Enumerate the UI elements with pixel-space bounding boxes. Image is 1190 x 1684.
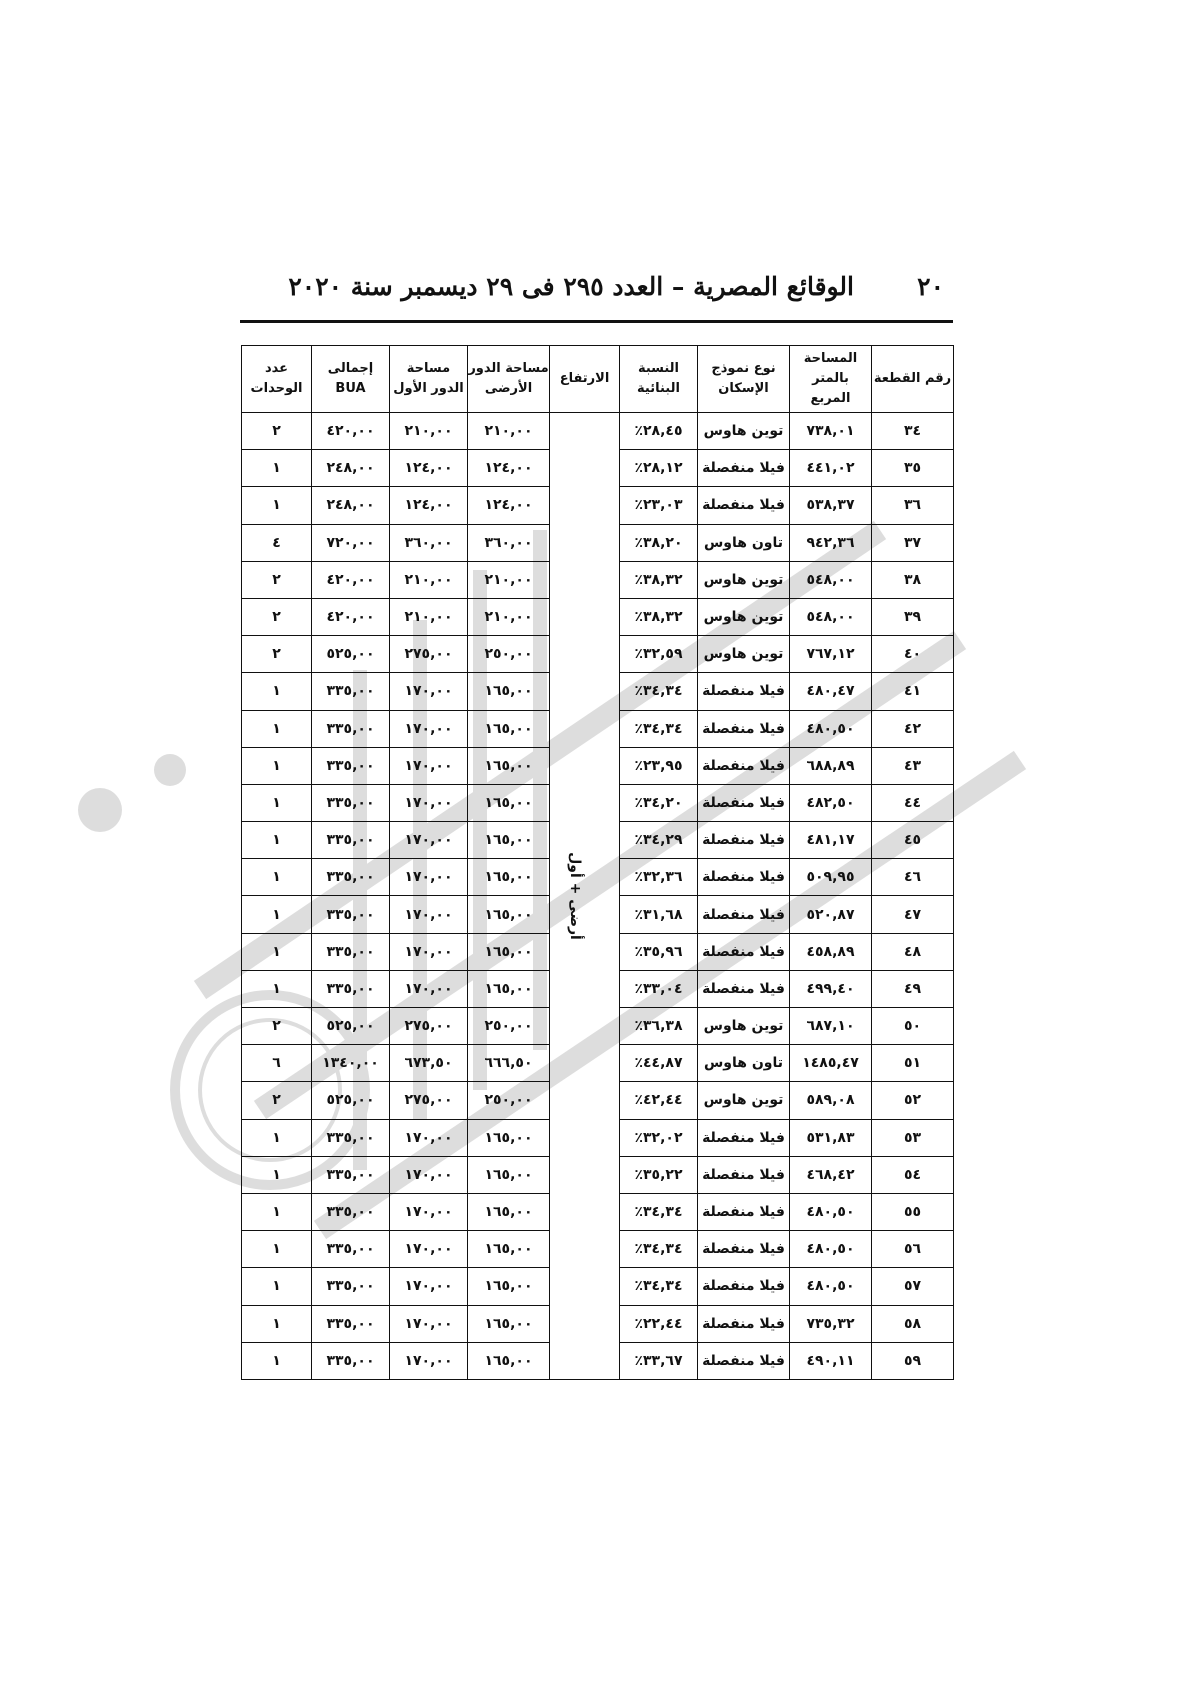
plot-number-cell: ٥٣ — [872, 1119, 954, 1156]
column-header-first-floor-area: مساحة الدور الأول — [390, 346, 468, 413]
first-floor-area-cell: ١٧٠,٠٠ — [390, 747, 468, 784]
total-bua-cell: ٣٣٥,٠٠ — [312, 747, 390, 784]
area-cell: ٥٣٨,٣٧ — [790, 487, 872, 524]
first-floor-area-cell: ١٧٠,٠٠ — [390, 970, 468, 1007]
area-cell: ٤٨٠,٥٠ — [790, 1193, 872, 1230]
first-floor-area-cell: ١٧٠,٠٠ — [390, 1268, 468, 1305]
area-cell: ٤٩٠,١١ — [790, 1342, 872, 1379]
total-bua-cell: ٣٣٥,٠٠ — [312, 896, 390, 933]
plot-number-cell: ٥٤ — [872, 1156, 954, 1193]
area-cell: ٤٨٢,٥٠ — [790, 784, 872, 821]
plot-number-cell: ٣٥ — [872, 450, 954, 487]
ground-floor-area-cell: ٢٥٠,٠٠ — [468, 1082, 550, 1119]
area-cell: ٦٨٧,١٠ — [790, 1008, 872, 1045]
first-floor-area-cell: ١٧٠,٠٠ — [390, 1305, 468, 1342]
ground-floor-area-cell: ٢١٠,٠٠ — [468, 413, 550, 450]
unit-count-cell: ١ — [242, 1119, 312, 1156]
first-floor-area-cell: ٢٧٥,٠٠ — [390, 1082, 468, 1119]
ground-floor-area-cell: ٢١٠,٠٠ — [468, 598, 550, 635]
area-cell: ٤٨٠,٥٠ — [790, 1231, 872, 1268]
total-bua-cell: ٢٤٨,٠٠ — [312, 487, 390, 524]
building-ratio-cell: ٢٨,٤٥٪ — [620, 413, 698, 450]
ground-floor-area-cell: ١٢٤,٠٠ — [468, 450, 550, 487]
housing-type-cell: توين هاوس — [698, 413, 790, 450]
total-bua-cell: ٣٣٥,٠٠ — [312, 822, 390, 859]
ground-floor-area-cell: ١٦٥,٠٠ — [468, 933, 550, 970]
column-header-area: المساحة بالمتر المربع — [790, 346, 872, 413]
area-cell: ٤٨٠,٥٠ — [790, 710, 872, 747]
area-cell: ٤٨٠,٥٠ — [790, 1268, 872, 1305]
total-bua-cell: ٧٢٠,٠٠ — [312, 524, 390, 561]
housing-type-cell: فيلا منفصلة — [698, 673, 790, 710]
total-bua-cell: ٣٣٥,٠٠ — [312, 1268, 390, 1305]
unit-count-cell: ١ — [242, 1231, 312, 1268]
building-ratio-cell: ٣٥,٩٦٪ — [620, 933, 698, 970]
building-ratio-cell: ٢٣,٠٣٪ — [620, 487, 698, 524]
plot-number-cell: ٣٤ — [872, 413, 954, 450]
building-ratio-cell: ٣٨,٢٠٪ — [620, 524, 698, 561]
plot-number-cell: ٥٩ — [872, 1342, 954, 1379]
building-ratio-cell: ٣٢,٥٩٪ — [620, 636, 698, 673]
column-header-building-ratio: النسبة البنائية — [620, 346, 698, 413]
first-floor-area-cell: ١٧٠,٠٠ — [390, 1231, 468, 1268]
building-ratio-cell: ٢٣,٩٥٪ — [620, 747, 698, 784]
total-bua-cell: ٣٣٥,٠٠ — [312, 1305, 390, 1342]
ground-floor-area-cell: ١٦٥,٠٠ — [468, 673, 550, 710]
building-ratio-cell: ٣٤,٣٤٪ — [620, 1231, 698, 1268]
first-floor-area-cell: ١٧٠,٠٠ — [390, 1156, 468, 1193]
plot-number-cell: ٥٢ — [872, 1082, 954, 1119]
total-bua-cell: ٣٣٥,٠٠ — [312, 784, 390, 821]
housing-type-cell: توين هاوس — [698, 636, 790, 673]
total-bua-cell: ٣٣٥,٠٠ — [312, 933, 390, 970]
ground-floor-area-cell: ١٦٥,٠٠ — [468, 859, 550, 896]
area-cell: ٤٩٩,٤٠ — [790, 970, 872, 1007]
plot-number-cell: ٤٣ — [872, 747, 954, 784]
housing-type-cell: تاون هاوس — [698, 1045, 790, 1082]
ground-floor-area-cell: ١٦٥,٠٠ — [468, 896, 550, 933]
housing-type-cell: فيلا منفصلة — [698, 450, 790, 487]
total-bua-cell: ٤٢٠,٠٠ — [312, 561, 390, 598]
plot-number-cell: ٤٠ — [872, 636, 954, 673]
plot-number-cell: ٤٤ — [872, 784, 954, 821]
housing-type-cell: فيلا منفصلة — [698, 970, 790, 1007]
building-ratio-cell: ٣٢,٠٢٪ — [620, 1119, 698, 1156]
plot-number-cell: ٥٦ — [872, 1231, 954, 1268]
housing-type-cell: فيلا منفصلة — [698, 487, 790, 524]
total-bua-cell: ٣٣٥,٠٠ — [312, 1342, 390, 1379]
table-header-row — [242, 346, 954, 413]
unit-count-cell: ٦ — [242, 1045, 312, 1082]
first-floor-area-cell: ١٧٠,٠٠ — [390, 933, 468, 970]
first-floor-area-cell: ١٧٠,٠٠ — [390, 859, 468, 896]
housing-type-cell: فيلا منفصلة — [698, 1156, 790, 1193]
first-floor-area-cell: ١٧٠,٠٠ — [390, 896, 468, 933]
plot-number-cell: ٥٥ — [872, 1193, 954, 1230]
building-ratio-cell: ٣١,٦٨٪ — [620, 896, 698, 933]
column-header-ground-floor-area: مساحة الدور الأرضى — [468, 346, 550, 413]
housing-type-cell: فيلا منفصلة — [698, 747, 790, 784]
total-bua-cell: ٢٤٨,٠٠ — [312, 450, 390, 487]
housing-type-cell: فيلا منفصلة — [698, 822, 790, 859]
housing-type-cell: فيلا منفصلة — [698, 710, 790, 747]
ground-floor-area-cell: ١٦٥,٠٠ — [468, 784, 550, 821]
unit-count-cell: ١ — [242, 747, 312, 784]
unit-count-cell: ٤ — [242, 524, 312, 561]
building-ratio-cell: ٢٢,٤٤٪ — [620, 1305, 698, 1342]
area-cell: ٥٨٩,٠٨ — [790, 1082, 872, 1119]
unit-count-cell: ١ — [242, 933, 312, 970]
building-ratio-cell: ٤٢,٤٤٪ — [620, 1082, 698, 1119]
first-floor-area-cell: ٦٧٣,٥٠ — [390, 1045, 468, 1082]
first-floor-area-cell: ١٧٠,٠٠ — [390, 1342, 468, 1379]
first-floor-area-cell: ١٧٠,٠٠ — [390, 1119, 468, 1156]
building-ratio-cell: ٣٨,٣٢٪ — [620, 561, 698, 598]
housing-type-cell: فيلا منفصلة — [698, 784, 790, 821]
plot-number-cell: ٤٧ — [872, 896, 954, 933]
area-cell: ٤٨١,١٧ — [790, 822, 872, 859]
ground-floor-area-cell: ١٦٥,٠٠ — [468, 710, 550, 747]
plots-table — [241, 345, 954, 1380]
first-floor-area-cell: ١٧٠,٠٠ — [390, 710, 468, 747]
ground-floor-area-cell: ١٦٥,٠٠ — [468, 1342, 550, 1379]
unit-count-cell: ٢ — [242, 1082, 312, 1119]
total-bua-cell: ٤٢٠,٠٠ — [312, 413, 390, 450]
housing-type-cell: فيلا منفصلة — [698, 1193, 790, 1230]
area-cell: ٧٦٧,١٢ — [790, 636, 872, 673]
ground-floor-area-cell: ١٦٥,٠٠ — [468, 1231, 550, 1268]
ground-floor-area-cell: ٢٥٠,٠٠ — [468, 1008, 550, 1045]
building-ratio-cell: ٣٤,٣٤٪ — [620, 673, 698, 710]
building-ratio-cell: ٣٤,٣٤٪ — [620, 1268, 698, 1305]
total-bua-cell: ٣٣٥,٠٠ — [312, 710, 390, 747]
plot-number-cell: ٥٨ — [872, 1305, 954, 1342]
area-cell: ٥٠٩,٩٥ — [790, 859, 872, 896]
plot-number-cell: ٣٧ — [872, 524, 954, 561]
unit-count-cell: ٢ — [242, 413, 312, 450]
first-floor-area-cell: ٢١٠,٠٠ — [390, 598, 468, 635]
unit-count-cell: ١ — [242, 487, 312, 524]
area-cell: ٤٤١,٠٢ — [790, 450, 872, 487]
first-floor-area-cell: ١٢٤,٠٠ — [390, 450, 468, 487]
plot-number-cell: ٤٦ — [872, 859, 954, 896]
unit-count-cell: ١ — [242, 1305, 312, 1342]
header-divider — [240, 320, 953, 323]
plot-number-cell: ٥١ — [872, 1045, 954, 1082]
first-floor-area-cell: ١٧٠,٠٠ — [390, 1193, 468, 1230]
area-cell: ٤٥٨,٨٩ — [790, 933, 872, 970]
area-cell: ٧٣٨,٠١ — [790, 413, 872, 450]
unit-count-cell: ٢ — [242, 636, 312, 673]
first-floor-area-cell: ٣٦٠,٠٠ — [390, 524, 468, 561]
unit-count-cell: ١ — [242, 450, 312, 487]
unit-count-cell: ٢ — [242, 598, 312, 635]
building-ratio-cell: ٣٥,٢٢٪ — [620, 1156, 698, 1193]
building-ratio-cell: ٣٢,٣٦٪ — [620, 859, 698, 896]
column-header-unit-count: عدد الوحدات — [242, 346, 312, 413]
column-header-height: الارتفاع — [550, 346, 620, 413]
building-ratio-cell: ٣٤,٣٤٪ — [620, 1193, 698, 1230]
first-floor-area-cell: ١٧٠,٠٠ — [390, 822, 468, 859]
plot-number-cell: ٤٢ — [872, 710, 954, 747]
ground-floor-area-cell: ١٦٥,٠٠ — [468, 747, 550, 784]
housing-type-cell: فيلا منفصلة — [698, 1305, 790, 1342]
housing-type-cell: توين هاوس — [698, 598, 790, 635]
housing-type-cell: توين هاوس — [698, 561, 790, 598]
plots-table-container — [241, 345, 953, 1380]
total-bua-cell: ٣٣٥,٠٠ — [312, 859, 390, 896]
plot-number-cell: ٤٥ — [872, 822, 954, 859]
housing-type-cell: توين هاوس — [698, 1008, 790, 1045]
building-ratio-cell: ٣٣,٦٧٪ — [620, 1342, 698, 1379]
height-merged-cell — [550, 413, 620, 1380]
building-ratio-cell: ٤٤,٨٧٪ — [620, 1045, 698, 1082]
housing-type-cell: توين هاوس — [698, 1082, 790, 1119]
building-ratio-cell: ٣٤,٣٤٪ — [620, 710, 698, 747]
unit-count-cell: ١ — [242, 1342, 312, 1379]
unit-count-cell: ٢ — [242, 1008, 312, 1045]
housing-type-cell: فيلا منفصلة — [698, 1342, 790, 1379]
total-bua-cell: ١٣٤٠,٠٠ — [312, 1045, 390, 1082]
first-floor-area-cell: ١٢٤,٠٠ — [390, 487, 468, 524]
building-ratio-cell: ٣٨,٣٢٪ — [620, 598, 698, 635]
plot-number-cell: ٤٩ — [872, 970, 954, 1007]
ground-floor-area-cell: ٦٦٦,٥٠ — [468, 1045, 550, 1082]
ground-floor-area-cell: ٢٥٠,٠٠ — [468, 636, 550, 673]
total-bua-cell: ٣٣٥,٠٠ — [312, 1156, 390, 1193]
column-header-total-bua: إجمالى BUA — [312, 346, 390, 413]
area-cell: ١٤٨٥,٤٧ — [790, 1045, 872, 1082]
first-floor-area-cell: ٢٧٥,٠٠ — [390, 636, 468, 673]
ground-floor-area-cell: ١٦٥,٠٠ — [468, 822, 550, 859]
unit-count-cell: ١ — [242, 673, 312, 710]
plot-number-cell: ٥٧ — [872, 1268, 954, 1305]
ground-floor-area-cell: ١٦٥,٠٠ — [468, 1268, 550, 1305]
total-bua-cell: ٥٢٥,٠٠ — [312, 1008, 390, 1045]
building-ratio-cell: ٣٤,٢٠٪ — [620, 784, 698, 821]
area-cell: ٧٣٥,٣٢ — [790, 1305, 872, 1342]
area-cell: ٥٢٠,٨٧ — [790, 896, 872, 933]
total-bua-cell: ٣٣٥,٠٠ — [312, 1231, 390, 1268]
first-floor-area-cell: ٢١٠,٠٠ — [390, 561, 468, 598]
unit-count-cell: ١ — [242, 822, 312, 859]
total-bua-cell: ٥٢٥,٠٠ — [312, 636, 390, 673]
housing-type-cell: فيلا منفصلة — [698, 896, 790, 933]
page-header — [240, 268, 950, 318]
ground-floor-area-cell: ١٦٥,٠٠ — [468, 1305, 550, 1342]
unit-count-cell: ١ — [242, 1193, 312, 1230]
plot-number-cell: ٣٨ — [872, 561, 954, 598]
area-cell: ٦٨٨,٨٩ — [790, 747, 872, 784]
total-bua-cell: ٣٣٥,٠٠ — [312, 673, 390, 710]
building-ratio-cell: ٢٨,١٢٪ — [620, 450, 698, 487]
total-bua-cell: ٣٣٥,٠٠ — [312, 1193, 390, 1230]
plot-number-cell: ٣٩ — [872, 598, 954, 635]
housing-type-cell: فيلا منفصلة — [698, 933, 790, 970]
unit-count-cell: ١ — [242, 1156, 312, 1193]
unit-count-cell: ١ — [242, 710, 312, 747]
area-cell: ٤٦٨,٤٢ — [790, 1156, 872, 1193]
ground-floor-area-cell: ١٦٥,٠٠ — [468, 1193, 550, 1230]
table-body — [242, 413, 954, 1380]
housing-type-cell: فيلا منفصلة — [698, 859, 790, 896]
housing-type-cell: تاون هاوس — [698, 524, 790, 561]
ground-floor-area-cell: ٣٦٠,٠٠ — [468, 524, 550, 561]
column-header-housing-type: نوع نموذج الإسكان — [698, 346, 790, 413]
total-bua-cell: ٥٢٥,٠٠ — [312, 1082, 390, 1119]
area-cell: ٤٨٠,٤٧ — [790, 673, 872, 710]
column-header-plot-number: رقم القطعة — [872, 346, 954, 413]
ground-floor-area-cell: ١٦٥,٠٠ — [468, 1119, 550, 1156]
building-ratio-cell: ٣٦,٣٨٪ — [620, 1008, 698, 1045]
housing-type-cell: فيلا منفصلة — [698, 1268, 790, 1305]
ground-floor-area-cell: ١٢٤,٠٠ — [468, 487, 550, 524]
plot-number-cell: ٤٨ — [872, 933, 954, 970]
ground-floor-area-cell: ١٦٥,٠٠ — [468, 1156, 550, 1193]
publication-title: الوقائع المصرية – العدد ٢٩٥ فى ٢٩ ديسمبر سنة ٢٠٢٠ — [288, 272, 854, 301]
area-cell: ٥٣١,٨٣ — [790, 1119, 872, 1156]
area-cell: ٩٤٢,٣٦ — [790, 524, 872, 561]
plot-number-cell: ٣٦ — [872, 487, 954, 524]
first-floor-area-cell: ٢٧٥,٠٠ — [390, 1008, 468, 1045]
total-bua-cell: ٣٣٥,٠٠ — [312, 970, 390, 1007]
housing-type-cell: فيلا منفصلة — [698, 1119, 790, 1156]
area-cell: ٥٤٨,٠٠ — [790, 561, 872, 598]
plot-number-cell: ٤١ — [872, 673, 954, 710]
housing-type-cell: فيلا منفصلة — [698, 1231, 790, 1268]
table-row — [242, 413, 954, 450]
page-number: ٢٠ — [917, 272, 944, 301]
first-floor-area-cell: ١٧٠,٠٠ — [390, 784, 468, 821]
unit-count-cell: ١ — [242, 859, 312, 896]
unit-count-cell: ١ — [242, 896, 312, 933]
total-bua-cell: ٣٣٥,٠٠ — [312, 1119, 390, 1156]
unit-count-cell: ٢ — [242, 561, 312, 598]
unit-count-cell: ١ — [242, 784, 312, 821]
ground-floor-area-cell: ١٦٥,٠٠ — [468, 970, 550, 1007]
first-floor-area-cell: ١٧٠,٠٠ — [390, 673, 468, 710]
unit-count-cell: ١ — [242, 1268, 312, 1305]
building-ratio-cell: ٣٤,٢٩٪ — [620, 822, 698, 859]
height-value: أرضى + أول — [567, 852, 584, 940]
unit-count-cell: ١ — [242, 970, 312, 1007]
plot-number-cell: ٥٠ — [872, 1008, 954, 1045]
area-cell: ٥٤٨,٠٠ — [790, 598, 872, 635]
total-bua-cell: ٤٢٠,٠٠ — [312, 598, 390, 635]
ground-floor-area-cell: ٢١٠,٠٠ — [468, 561, 550, 598]
building-ratio-cell: ٣٣,٠٤٪ — [620, 970, 698, 1007]
first-floor-area-cell: ٢١٠,٠٠ — [390, 413, 468, 450]
